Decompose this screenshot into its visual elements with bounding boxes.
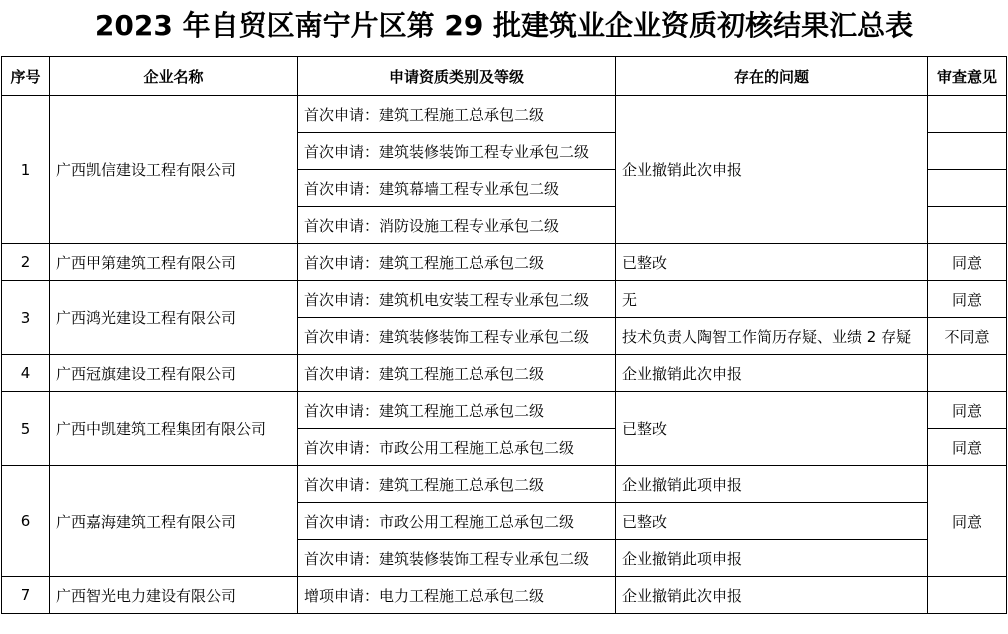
company-name-cell: 广西凯信建设工程有限公司 <box>50 96 298 244</box>
qualification-cell: 首次申请：建筑装修装饰工程专业承包二级 <box>298 540 616 577</box>
issue-cell: 已整改 <box>616 392 928 466</box>
qualification-cell: 首次申请：市政公用工程施工总承包二级 <box>298 429 616 466</box>
company-name-cell: 广西中凯建筑工程集团有限公司 <box>50 392 298 466</box>
qualification-cell: 首次申请：建筑工程施工总承包二级 <box>298 355 616 392</box>
issue-cell: 企业撤销此项申报 <box>616 466 928 503</box>
qualification-cell: 首次申请：建筑装修装饰工程专业承包二级 <box>298 318 616 355</box>
header-company-name: 企业名称 <box>50 57 298 96</box>
issue-cell: 已整改 <box>616 244 928 281</box>
seq-cell: 6 <box>2 466 50 577</box>
header-seq: 序号 <box>2 57 50 96</box>
company-name-cell: 广西智光电力建设有限公司 <box>50 577 298 614</box>
qualification-cell: 首次申请：建筑工程施工总承包二级 <box>298 244 616 281</box>
company-name-cell: 广西冠旗建设工程有限公司 <box>50 355 298 392</box>
seq-cell: 1 <box>2 96 50 244</box>
company-name-cell: 广西鸿光建设工程有限公司 <box>50 281 298 355</box>
opinion-cell <box>928 96 1007 133</box>
header-opinion: 审查意见 <box>928 57 1007 96</box>
seq-cell: 5 <box>2 392 50 466</box>
opinion-cell <box>928 577 1007 614</box>
results-table <box>1 56 1007 614</box>
qualification-cell: 首次申请：建筑装修装饰工程专业承包二级 <box>298 133 616 170</box>
seq-cell: 4 <box>2 355 50 392</box>
table-body <box>2 96 1007 614</box>
qualification-cell: 首次申请：建筑幕墙工程专业承包二级 <box>298 170 616 207</box>
table-row <box>2 577 1007 614</box>
company-name-cell: 广西嘉海建筑工程有限公司 <box>50 466 298 577</box>
seq-cell: 3 <box>2 281 50 355</box>
opinion-cell <box>928 355 1007 392</box>
table-row <box>2 96 1007 133</box>
qualification-cell: 增项申请：电力工程施工总承包二级 <box>298 577 616 614</box>
issue-cell: 技术负责人陶智工作简历存疑、业绩 2 存疑 <box>616 318 928 355</box>
qualification-cell: 首次申请：市政公用工程施工总承包二级 <box>298 503 616 540</box>
company-name-cell: 广西甲第建筑工程有限公司 <box>50 244 298 281</box>
qualification-cell: 首次申请：建筑工程施工总承包二级 <box>298 392 616 429</box>
table-header <box>2 57 1007 96</box>
issue-cell: 企业撤销此次申报 <box>616 96 928 244</box>
table-row <box>2 466 1007 503</box>
issue-cell: 企业撤销此次申报 <box>616 355 928 392</box>
opinion-cell: 同意 <box>928 392 1007 429</box>
table-row <box>2 281 1007 318</box>
seq-cell: 7 <box>2 577 50 614</box>
qualification-cell: 首次申请：消防设施工程专业承包二级 <box>298 207 616 244</box>
opinion-cell: 同意 <box>928 281 1007 318</box>
seq-cell: 2 <box>2 244 50 281</box>
issue-cell: 企业撤销此次申报 <box>616 577 928 614</box>
qualification-cell: 首次申请：建筑工程施工总承包二级 <box>298 466 616 503</box>
issue-cell: 企业撤销此项申报 <box>616 540 928 577</box>
table-row <box>2 244 1007 281</box>
opinion-cell <box>928 133 1007 170</box>
opinion-cell: 同意 <box>928 244 1007 281</box>
table-row <box>2 392 1007 429</box>
table-row <box>2 355 1007 392</box>
qualification-cell: 首次申请：建筑机电安装工程专业承包二级 <box>298 281 616 318</box>
header-issues: 存在的问题 <box>616 57 928 96</box>
opinion-cell <box>928 170 1007 207</box>
opinion-cell <box>928 207 1007 244</box>
header-qualification-type: 申请资质类别及等级 <box>298 57 616 96</box>
document-title: 2023 年自贸区南宁片区第 29 批建筑业企业资质初核结果汇总表 <box>94 9 914 42</box>
opinion-cell: 同意 <box>928 466 1007 577</box>
issue-cell: 已整改 <box>616 503 928 540</box>
opinion-cell: 不同意 <box>928 318 1007 355</box>
opinion-cell: 同意 <box>928 429 1007 466</box>
qualification-cell: 首次申请：建筑工程施工总承包二级 <box>298 96 616 133</box>
issue-cell: 无 <box>616 281 928 318</box>
header-row <box>2 57 1007 96</box>
